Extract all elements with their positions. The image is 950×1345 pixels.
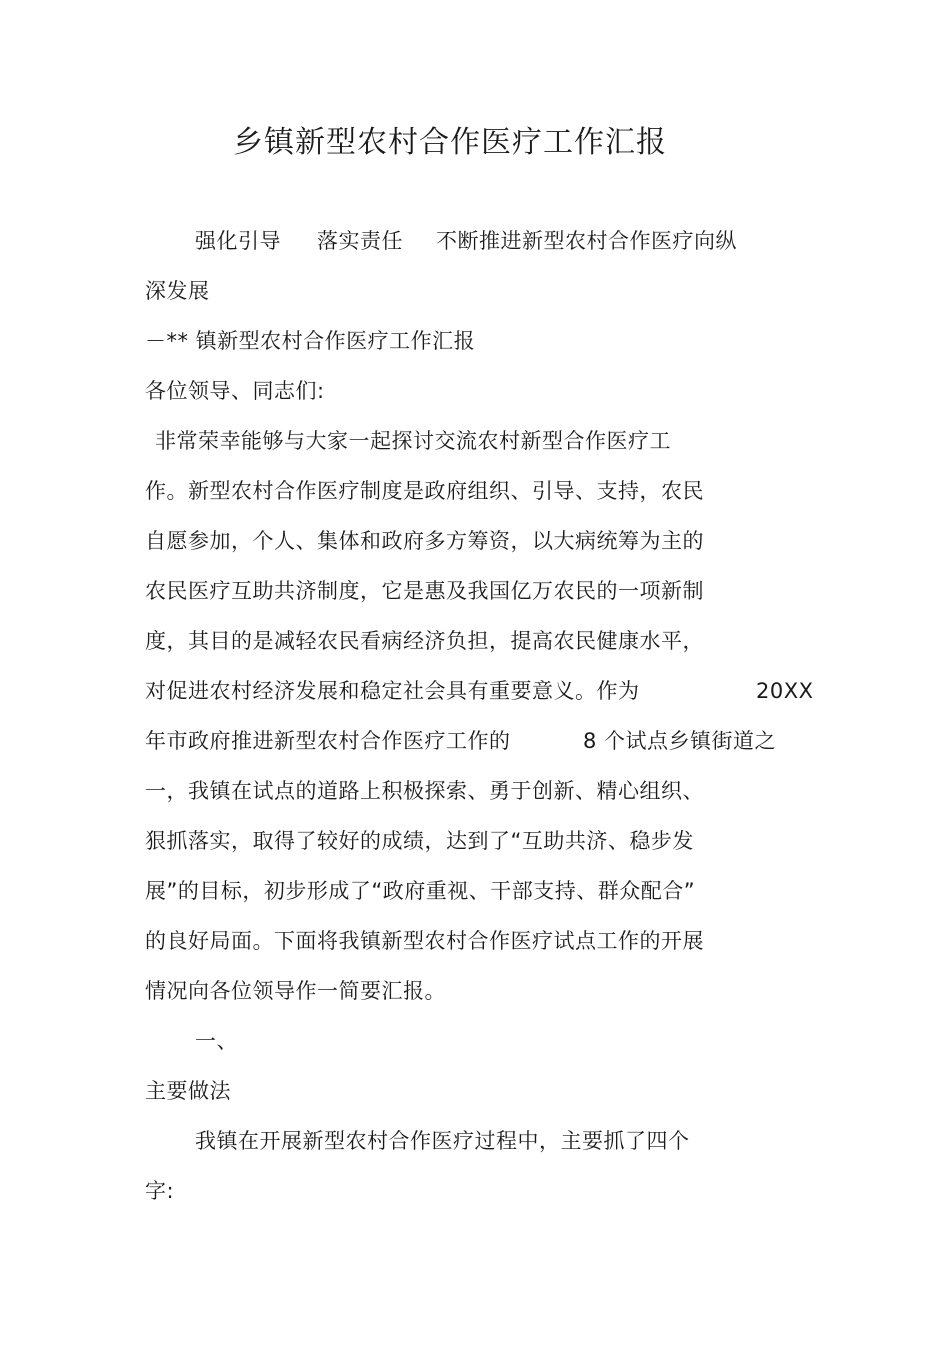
body-line-6-year: 20XX	[756, 679, 814, 703]
body-line-4: 农民医疗互助共济制度，它是惠及我国亿万农民的一项新制	[145, 579, 704, 603]
salutation: 各位领导、同志们:	[145, 379, 325, 403]
body-line-10: 展”的目标，初步形成了“政府重视、干部支持、群众配合”	[145, 879, 696, 903]
subtitle-part-2: 落实责任	[317, 229, 403, 253]
document-title: 乡镇新型农村合作医疗工作汇报	[233, 125, 667, 160]
body-line-3: 自愿参加，个人、集体和政府多方筹资，以大病统筹为主的	[145, 529, 704, 553]
section-number: 一、	[195, 1029, 238, 1053]
body-line-7-tail: 8 个试点乡镇街道之	[583, 729, 777, 753]
body-line-5: 度，其目的是减轻农民看病经济负担，提高农民健康水平，	[145, 629, 704, 653]
body-line-12: 情况向各位领导作一简要汇报。	[145, 979, 446, 1003]
body-line-11: 的良好局面。下面将我镇新型农村合作医疗试点工作的开展	[145, 929, 704, 953]
section-heading: 主要做法	[145, 1079, 231, 1103]
heading-line: －** 镇新型农村合作医疗工作汇报	[145, 329, 476, 353]
body-line-6: 对促进农村经济发展和稳定社会具有重要意义。作为	[145, 679, 640, 703]
body-line-2: 作。新型农村合作医疗制度是政府组织、引导、支持，农民	[145, 479, 704, 503]
para2-line-1: 我镇在开展新型农村合作医疗过程中，主要抓了四个	[195, 1129, 690, 1153]
para2-line-2: 字:	[145, 1179, 175, 1203]
body-line-7: 年市政府推进新型农村合作医疗工作的	[145, 729, 511, 753]
body-line-8: 一，我镇在试点的道路上积极探索、勇于创新、精心组织、	[145, 779, 704, 803]
subtitle-part-3: 不断推进新型农村合作医疗向纵	[436, 229, 737, 253]
body-line-9: 狠抓落实，取得了较好的成绩，达到了“互助共济、稳步发	[145, 829, 694, 853]
body-line-1: 非常荣幸能够与大家一起探讨交流农村新型合作医疗工	[155, 429, 671, 453]
subtitle-part-1: 强化引导	[195, 229, 281, 253]
subtitle-continuation: 深发展	[145, 279, 210, 303]
